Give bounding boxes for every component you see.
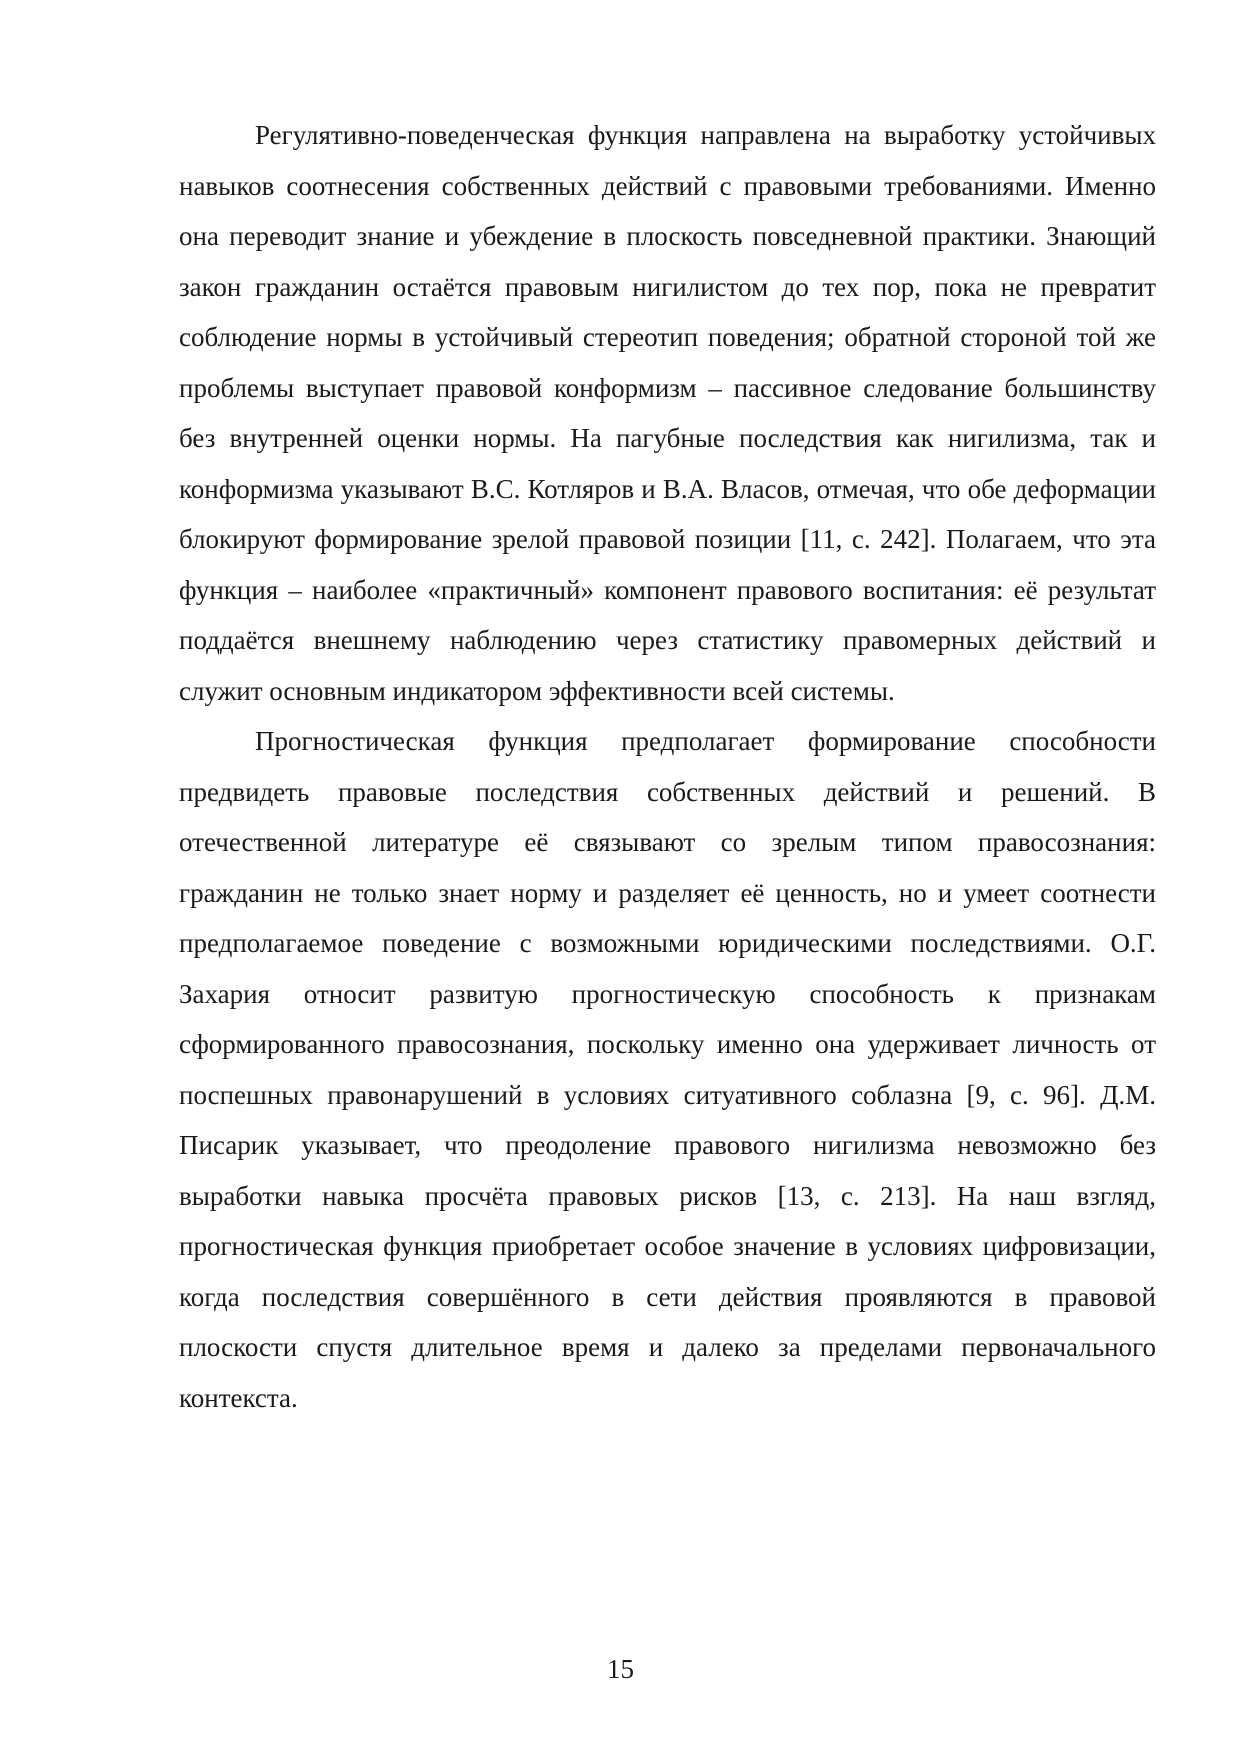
page-number: 15 (607, 1654, 634, 1684)
body-text (179, 110, 1156, 1423)
paragraph-regulatory-function: Регулятивно-поведенческая функция направлена на выработку устойчивых навыков соотнесения собственных действий с правовыми требованиями. Именно она переводит знание и убеждение в плоскость повседневной практики. Знающий закон гражданин остаётся правовым нигилистом до тех пор, пока не превратит соблюдение нормы в устойчивый стереотип поведения; обратной стороной той же проблемы выступает правовой конформизм – пассивное следование большинству без внутренней оценки нормы. На пагубные последствия как нигилизма, так и конформизма указывают В.С. Котляров и В.А. Власов, отмечая, что обе деформации блокируют формирование зрелой правовой позиции [11, с. 242]. Полагаем, что эта функция – наиболее «практичный» компонент правового воспитания: её результат поддаётся внешнему наблюдению через статистику правомерных действий и служит основным индикатором эффективности всей системы. (179, 120, 1156, 706)
paragraph-prognostic-function: Прогностическая функция предполагает формирование способности предвидеть правовые последствия собственных действий и решений. В отечественной литературе её связывают со зрелым типом правосознания: гражданин не только знает норму и разделяет её ценность, но и умеет соотнести предполагаемое поведение с возможными юридическими последствиями. О.Г. Захария относит развитую прогностическую способность к признакам сформированного правосознания, поскольку именно она удерживает личность от поспешных правонарушений в условиях ситуативного соблазна [9, с. 96]. Д.М. Писарик указывает, что преодоление правового нигилизма невозможно без выработки навыка просчёта правовых рисков [13, с. 213]. На наш взгляд, прогностическая функция приобретает особое значение в условиях цифровизации, когда последствия совершённого в сети действия проявляются в правовой плоскости спустя длительное время и далеко за пределами первоначального контекста. (179, 726, 1156, 1413)
